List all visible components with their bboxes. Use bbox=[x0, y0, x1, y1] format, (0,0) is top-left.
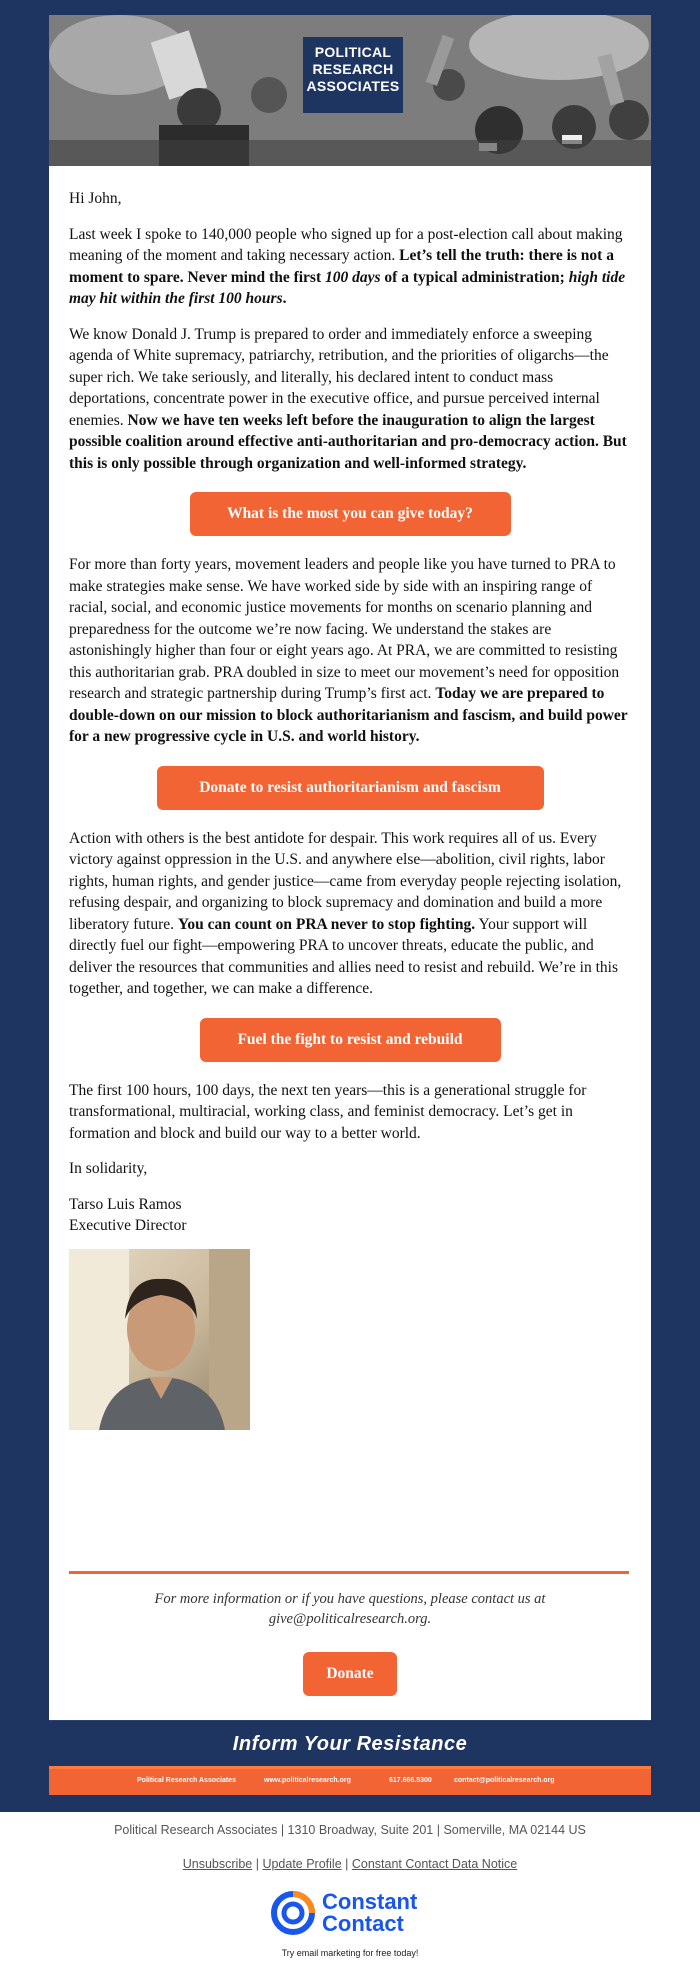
constant-contact-wordmark: Constant Contact bbox=[322, 1889, 418, 1936]
letter-body bbox=[69, 166, 631, 1430]
give-today-button[interactable]: What is the most you can give today? bbox=[190, 492, 511, 536]
paragraph-4: Action with others is the best antidote for despair. This work requires all of us. Every victory against oppression in the U.S. and anywhere else—abolition, civil rights, labor rights, human rights, and gender justice—came from everyday people rejecting isolation, refusing despair, and organizing to block supremacy and domination and build a more liberatory future. You can count on PRA never to stop fighting. Your support will directly fuel our fight—empowering PRA to uncover threats, educate the public, and deliver the resources that communities and allies need to resist and rebuild. We’re in this together, and together, we can make a difference. bbox=[69, 829, 622, 997]
paragraph-5: The first 100 hours, 100 days, the next ten years—this is a generational struggle for transformational, multiracial, working class, and feminist democracy. Let’s get in formation and block and build our way to a better world. bbox=[69, 1081, 587, 1142]
constant-contact-icon bbox=[270, 1890, 316, 1936]
footer-links: Unsubscribe | Update Profile | Constant Contact Data Notice bbox=[182, 1857, 518, 1871]
footer-phone: 617.666.5300 bbox=[389, 1777, 432, 1784]
signer-title: Executive Director bbox=[69, 1217, 187, 1234]
donate-button[interactable]: Donate bbox=[303, 1652, 397, 1696]
update-profile-link[interactable]: Update Profile bbox=[262, 1857, 342, 1871]
unsubscribe-link[interactable]: Unsubscribe bbox=[182, 1857, 253, 1871]
paragraph-3: For more than forty years, movement leaders and people like you have turned to PRA to make strategies make sense. We have worked side by side with an inspiring range of racial, social, and economic justice movements for months on scenario planning and preparedness for the outcome we’re now facing. We understand the stakes are astonishingly higher than four or eight years ago. At PRA, we are committed to resisting this authoritarian grab. PRA doubled in size to meet our movement’s need for opposition research and strategic partnership during Trump’s first act. Today we are prepared to double-down on our mission to block authoritarianism and fascism, and build power for a new progressive cycle in U.S. and world history. bbox=[69, 556, 628, 745]
pra-logo[interactable]: POLITICAL RESEARCH ASSOCIATES bbox=[303, 37, 403, 113]
footer-email-link[interactable]: contact@politicalresearch.org bbox=[454, 1777, 555, 1784]
contact-email-link[interactable]: give@politicalresearch.org bbox=[268, 1611, 428, 1627]
footer-tagline: Inform Your Resistance bbox=[232, 1733, 468, 1755]
constant-contact-tagline[interactable]: Try email marketing for free today! bbox=[281, 1948, 419, 1958]
donate-resist-button[interactable]: Donate to resist authoritarianism and fascism bbox=[157, 766, 544, 810]
contact-note: For more information or if you have questions, please contact us at give@politicalresearch.org. bbox=[154, 1591, 546, 1627]
divider bbox=[69, 1571, 629, 1574]
greeting: Hi John, bbox=[69, 190, 122, 207]
footer-website-link[interactable]: www.politicalresearch.org bbox=[264, 1777, 351, 1784]
paragraph-2: We know Donald J. Trump is prepared to order and immediately enforce a sweeping agenda of White supremacy, patriarchy, retribution, and the priorities of oligarchs—the super rich. We take seriously, and literally, his declared intent to conduct mass deportations, concentrate power in the executive office, and pursue perceived internal enemies. Now we have ten weeks left before the inauguration to align the largest possible coalition around effective anti-authoritarian and pro-democracy action. But this is only possible through organization and well-informed strategy. bbox=[69, 325, 627, 472]
footer-contact-strip bbox=[49, 1766, 651, 1795]
email-card bbox=[49, 15, 651, 1795]
hero-banner bbox=[49, 15, 651, 166]
data-notice-link[interactable]: Constant Contact Data Notice bbox=[351, 1857, 518, 1871]
footer-org-name: Political Research Associates bbox=[137, 1777, 236, 1784]
closing: In solidarity, bbox=[69, 1160, 148, 1177]
footer-tagline-band bbox=[49, 1720, 651, 1767]
constant-contact-logo[interactable] bbox=[268, 1888, 438, 1938]
fuel-the-fight-button[interactable]: Fuel the fight to resist and rebuild bbox=[200, 1018, 501, 1062]
org-address: Political Research Associates | 1310 Broadway, Suite 201 | Somerville, MA 02144 US bbox=[114, 1823, 586, 1837]
signer-name: Tarso Luis Ramos bbox=[69, 1195, 182, 1213]
paragraph-1: Last week I spoke to 140,000 people who signed up for a post-election call about making meaning of the moment and taking necessary action. Let’s tell the truth: there is not a moment to spare. Never mind the first 100 days of a typical administration; high tide may hit within the first 100 hours. bbox=[69, 225, 626, 307]
signer-photo bbox=[69, 1249, 250, 1430]
signature bbox=[69, 1194, 631, 1237]
